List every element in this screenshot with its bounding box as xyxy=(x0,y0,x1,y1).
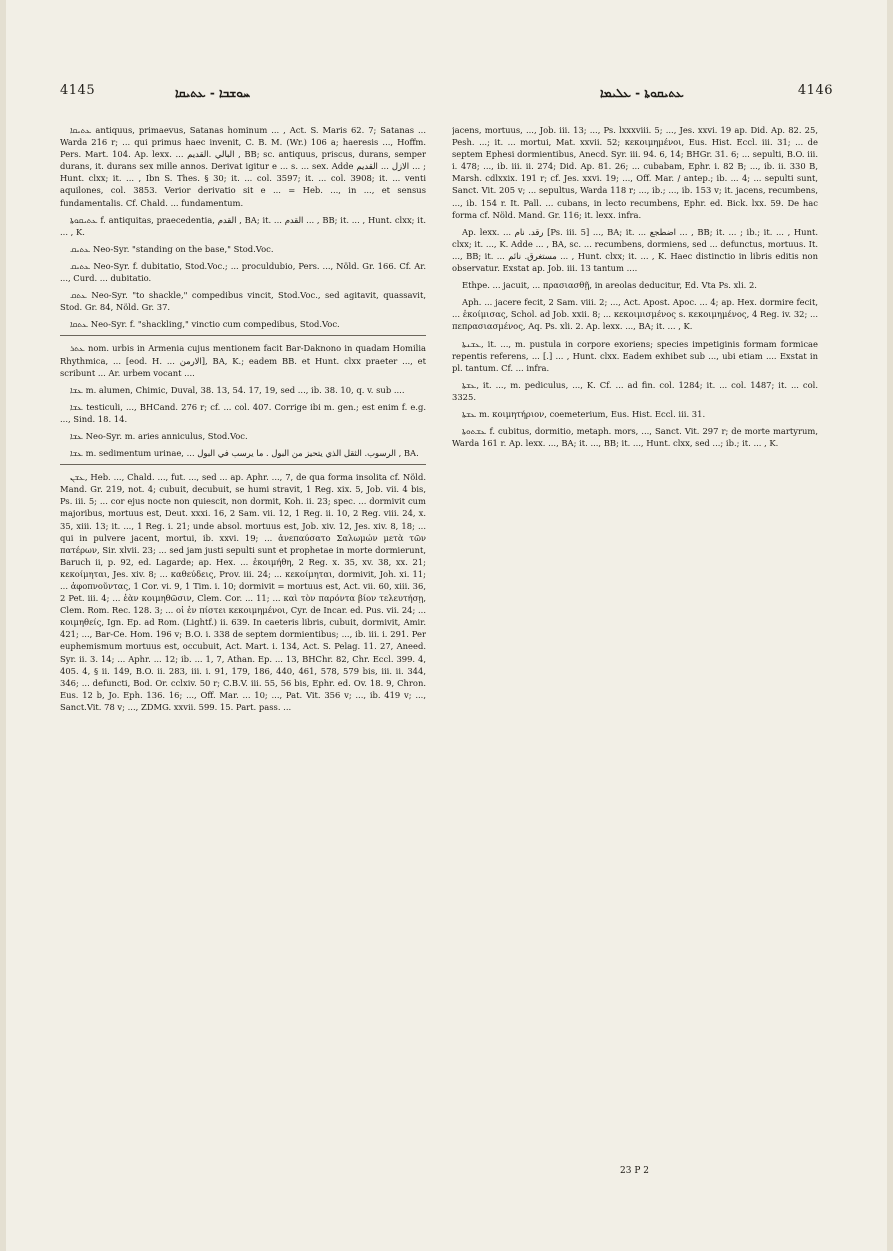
entry-paragraph: Ap. lexx. ... رقد. نام [Ps. iii. 5] ..., BA; it. ... اضطجع ... , BB; it. ... ; ib.; it. ... , Hunt. clxx; it. ..., K. Adde ... , BA, sc. ... recumbens, dormiens, sed ... defunctus, mortuus. It. ..., BB; it. ... مستغرق. نائم ... , Hunt. clxx; it. ... , K. Haec distinctio in libris editis non observatur. Exstat ap. Job. iii. 13 tantum .... xyxy=(452,226,818,274)
entry-paragraph: ܥܫܐ m. alumen, Chimic, Duval, 38. 13, 54. 17, 19, sed ..., ib. 38. 10, q. v. sub .... xyxy=(70,384,405,395)
page-edge-left xyxy=(0,0,6,1251)
entry-paragraph: ܥܫܬܘܬܐ f. cubitus, dormitio, metaph. mors, ..., Sanct. Vit. 297 r; de morte martyrum, Warda 161 r. Ap. lexx. ..., BA; it. ..., BB; it. ..., Hunt. clxx, sed ...; ib.; it. ... , K. xyxy=(452,426,818,449)
page-edge-right xyxy=(887,0,893,1251)
section-divider xyxy=(60,335,426,336)
entry-paragraph: Ethpe. ... jacuit, ... πρασιασθῇ, in areolas deducitur, Ed. Vta Ps. xli. 2. xyxy=(462,280,757,291)
entry-paragraph: ܥܫܐ testiculi, ..., BHCand. 276 r; cf. ... col. 407. Corrige ibi m. gen.; est enim f. e.g. ..., Sind. 18. 14. xyxy=(60,401,426,424)
running-head-right: ܥܬܝܩܘܬܐ - ܥܠܝܡܐ xyxy=(600,86,684,100)
right-column xyxy=(452,124,818,1234)
page-number-left: 4145 xyxy=(60,83,96,98)
entry-paragraph: ܥܬܩ Neo-Syr. "to shackle," compedibus vincit, Stod.Voc., sed agitavit, quassavit, Stod. Gr. 84, Nöld. Gr. 37. xyxy=(60,290,426,313)
left-column xyxy=(60,124,426,1234)
entry-paragraph: ܥܬܝܩ Neo-Syr. "standing on the base," Stod.Voc. xyxy=(70,243,274,254)
entry-paragraph: ܥܬܝܩܘܬܐ f. antiquitas, praecedentia, القدم , BA; it. ... القدم ... , BB; it. ... , Hunt. clxx; it. ... , K. xyxy=(60,214,426,237)
entry-paragraph: ܥܫܬܐ m. κοιμητήριον, coemeterium, Eus. Hist. Eccl. iii. 31. xyxy=(462,408,706,419)
entry-paragraph: ܥܫܢܬܐ, it. ..., m. pustula in corpore exoriens; species impetiginis formam formicae repentis referens, ... [.] ... , Hunt. clxx. Eadem exhibet sub ..., ubi etiam .... Exstat in pl. tantum. Cf. ... infra. xyxy=(452,338,818,373)
entry-paragraph: ܥܫܐ m. sedimentum urinae, ... الرسوب. الثقل الذي يتحيز من البول . ما يرسب في البول , BA. xyxy=(70,448,419,459)
page-number-right: 4146 xyxy=(797,83,833,98)
entry-paragraph: ܥܫܢ, Heb. ..., Chald. ..., fut. ..., sed ... ap. Aphr. ..., 7, de qua forma insolita cf. Nöld. Mand. Gr. 219, not. 4; cubuit, decubuit, se humi stravit, 1 Reg. xix. 5, Job. vii. 4 bis, Ps. iii. 5; ... cor ejus nocte non quiescit, non dormit, Koh. ii. 23; spec. ... dormivit cum majoribus, mortuus est, Deut. xxxi. 16, 2 Sam. vii. 12, 1 Reg. ii. 10, 2 Reg. viii. 24, x. 35, xiii. 13; it. ..., 1 Reg. i. 21; unde absol. mortuus est, Job. xiv. 12, Jes. xiv. 8, 18; ... qui in pulvere jacent, mortui, ib. xxvi. 19; ... ἀνεπαύσατο Σαλωμών μετὰ τῶν πατέρων, Sir. xlvii. 23; ... sed jam justi sepulti sunt et prophetae in morte dormierunt, Baruch ii, p. 92, ed. Lagarde; ap. Hex. ... ἐκοιμήθη, 2 Reg. x. 35, xv. 38, xx. 21; κεκοίμηται, Jes. xiv. 8; ... καθεύδεις, Prov. iii. 24; ... κεκοίμηται, dormivit, Joh. xi. 11; ... ἀφοπνοῦντας, 1 Cor. vi. 9, 1 Tim. i. 10; dormivit = mortuus est, Act. vii. 60, xiii. 36, 2 Pet. iii. 4; ... ἐὰν κοιμηθῶσιν, Clem. Cor. ... 11; ... καὶ τὸν παρόντα βίον τελευτήσῃ, Clem. Rom. Rec. 128. 3; ... οἱ ἐν πίστει κεκοιμημένοι, Cyr. de Incar. ed. Pus. vii. 24; ... κοιμηθείς, Ign. Ep. ad Rom. (Lightf.) ii. 639. In caeteris libris, cubuit, dormivit, Amir. 421; ..., Bar-Ce. Hom. 196 v; B.O. i. 338 de septem dormientibus; ..., ib. iii. i. 291. Per euphemismum mortuus est, occubuit, Act. Mart. i. 134, Act. S. Pelag. 11. 27, Aneed. Syr. ii. 3. 14; ... Aphr. ... 12; ib. ... 1, 7, Athan. Ep. ... 13, BHChr. 82, Chr. Eccl. 399. 4, 405. 4, § ii. 149, B.O. ii. 283, iii. i. 91, 179, 186, 440, 461, 578, 579 bis, iii. ii. 344, 346; ... defuncti, Bod. Or. cclxiv. 50 r; C.B.V. iii. 55, 56 bis, Ephr. ed. Ov. 18. 9, Chron. Eus. 12 b, Jo. Eph. 136. 16; ..., Off. Mar. ... 10; ..., Pat. Vit. 356 v; ..., ib. 419 v; ..., Sanct.Vit. 78 v; ..., ZDMG. xxvii. 599. 15. Part. pass. ... xyxy=(60,472,426,712)
entry-paragraph: Aph. ... jacere fecit, 2 Sam. viii. 2; ..., Act. Apost. Apoc. ... 4; ap. Hex. dormire fecit, ... ἐκοίμισας, Schol. ad Job. xxii. 8; ... κεκοιμισμένος s. κεκοιμημένος, 4 Reg. iv. 32; ... πεπρασιασμένος, Aq. Ps. xli. 2. Ap. lexx. ..., BA; it. ... , K. xyxy=(452,297,818,332)
entry-paragraph: ܥܬܝܩ Neo-Syr. f. dubitatio, Stod.Voc.; ... proculdubio, Pers. ..., Nöld. Gr. 166. Cf. Ar. ..., Curd. ... dubitatio. xyxy=(60,260,426,284)
entry-paragraph: ܥܬܩܐ Neo-Syr. f. "shackling," vinctio cum compedibus, Stod.Voc. xyxy=(70,319,340,330)
entry-paragraph: ܥܫܬܐ, it. ..., m. pediculus, ..., K. Cf. ... ad fin. col. 1284; it. ... col. 1487; it. ... col. 3325. xyxy=(452,379,818,402)
running-head-left: ܚܘܫܒܐ - ܥܬܝܩܐ xyxy=(175,86,251,100)
entry-paragraph: jacens, mortuus, ..., Job. iii. 13; ..., Ps. lxxxviii. 5; ..., Jes. xxvi. 19 ap. Did. Ap. 82. 25, Pesh. ...; it. ... mortui, Mat. xxvii. 52; κεκοιμημένοι, Eus. Hist. Eccl. iii. 31; ... de septem Ephesi dormientibus, Anecd. Syr. iii. 94. 6, 14; BHGr. 31. 6; ... sepulti, B.O. iii. i. 478; ..., ib. iii. ii. 274; Did. Ap. 81. 26; ... cubabam, Ephr. i. 82 B; ..., ib. ii. 330 B, Marsh. cdlxxix. 191 r; cf. Jes. xxvi. 19; ..., Off. Mar. / antep.; ib. ... 4; ... sepulti sunt, Sanct. Vit. 205 v; ... sepultus, Warda 118 r; ..., ib.; ..., ib. 153 v; it. jacens, recumbens, ..., ib. 154 r. It. Pall. ... cubans, in lecto recumbens, Ephr. ed. Bick. lxx. 59. De hac forma cf. Nöld. Mand. Gr. 116; it. lexx. infra. xyxy=(452,125,818,220)
entry-paragraph: ܥܫܐ Neo-Syr. m. aries anniculus, Stod.Voc. xyxy=(70,430,248,441)
entry-paragraph: ܥܬܝܩܐ antiquus, primaevus, Satanas hominum ... , Act. S. Maris 62. 7; Satanas ... Warda 216 r; ... qui primus haec invenit, C. B. M. (Wr.) 106 a; haeresis ..., Hoffm. Pers. Mart. 104. Ap. lexx. ... البالي .القديم , BB; sc. antiquus, priscus, durans, semper durans, it. durans sex mille annos. Derivat igitur e ... s. ... sex. Adde الازل ... القديم ... ; Hunt. clxx; it. ... , Ibn S. Thes. § 30; it. ... col. 3597; it. ... col. 3908; it. ... venti aquilones, col. 3853. Verior derivatio sit e ... = Heb. ..., in ..., et sensus fundamentalis. Cf. Chald. ... fundamentum. xyxy=(60,125,426,208)
entry-paragraph: ܥܬܪ nom. urbis in Armenia cujus mentionem facit Bar-Daknono in quadam Homilia Rhythmica, ... [eod. H. ... الارمن], BA, K.; eadem BB. et Hunt. clxx praeter ..., et scribunt ... Ar. urbem vocant .... xyxy=(60,343,426,378)
signature-mark: 23 P 2 xyxy=(620,1166,649,1176)
page-header xyxy=(0,0,893,110)
section-divider xyxy=(60,464,426,465)
